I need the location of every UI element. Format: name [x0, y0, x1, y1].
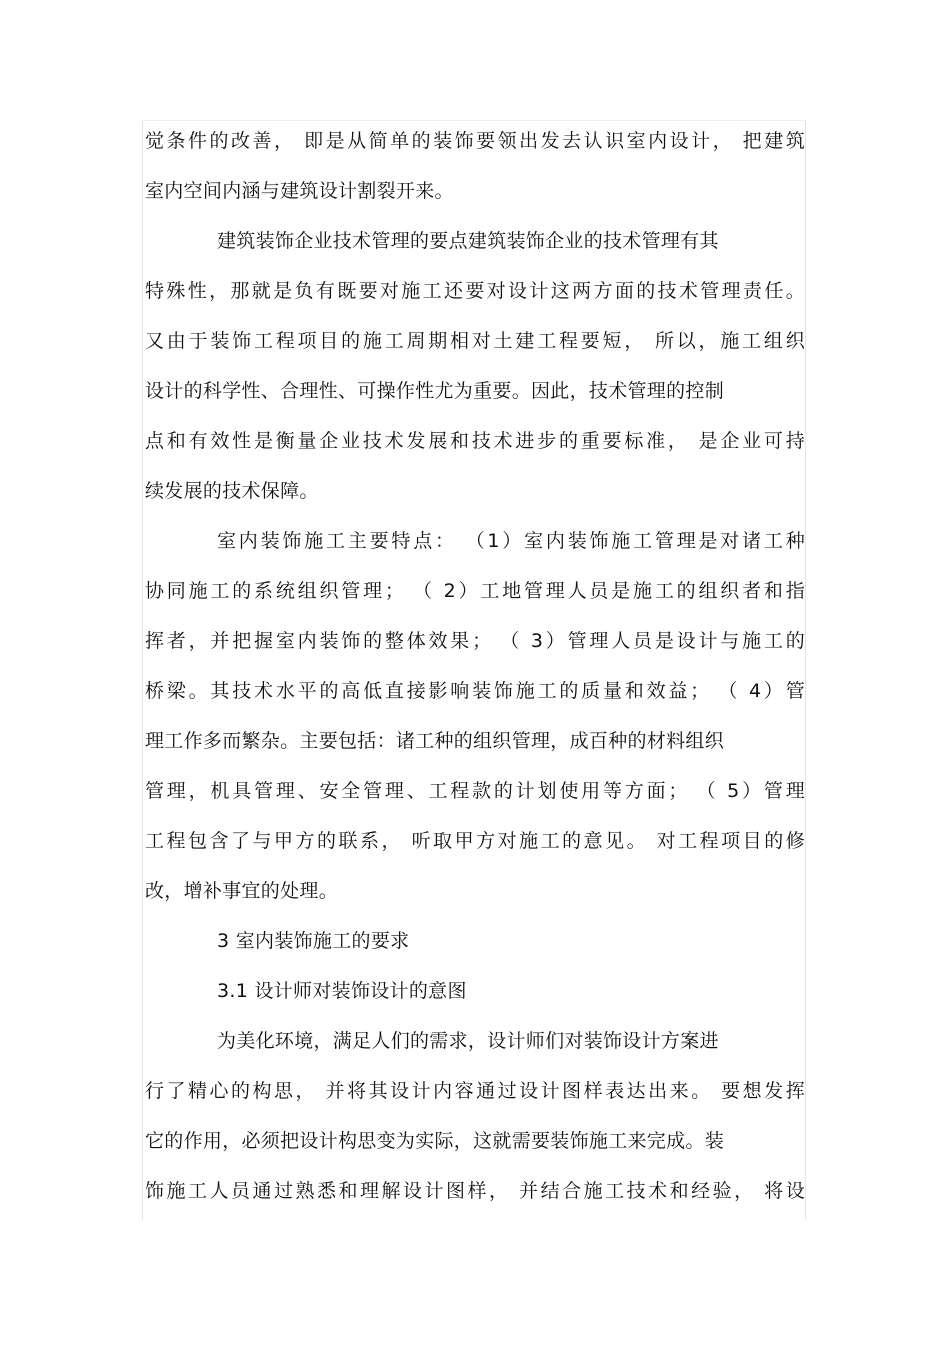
- text-line-1: 觉条件的改善， 即是从简单的装饰要领出发去认识室内设计， 把建筑: [145, 130, 805, 152]
- text-line-3: 建筑装饰企业技术管理的要点建筑装饰企业的技术管理有其: [217, 230, 719, 252]
- text-line-19: 为美化环境，满足人们的需求，设计师们对装饰设计方案进: [217, 1030, 719, 1052]
- text-line-21: 它的作用，必须把设计构思变为实际，这就需要装饰施工来完成。装: [145, 1130, 725, 1152]
- text-line-6: 设计的科学性、合理性、可操作性尤为重要。因此，技术管理的控制: [145, 380, 725, 402]
- section-heading-3-1: 3.1 设计师对装饰设计的意图: [217, 980, 467, 1002]
- text-line-14: 管理，机具管理、安全管理、工程款的计划使用等方面； （ 5）管理: [145, 780, 805, 802]
- text-line-5: 又由于装饰工程项目的施工周期相对土建工程要短， 所以，施工组织: [145, 330, 805, 352]
- text-line-15: 工程包含了与甲方的联系， 听取甲方对施工的意见。 对工程项目的修: [145, 830, 805, 852]
- text-line-8: 续发展的技术保障。: [145, 480, 319, 502]
- text-line-20: 行了精心的构思， 并将其设计内容通过设计图样表达出来。 要想发挥: [145, 1080, 805, 1102]
- text-line-16: 改，增补事宜的处理。: [145, 880, 339, 902]
- text-line-2: 室内空间内涵与建筑设计割裂开来。: [145, 180, 454, 202]
- text-line-7: 点和有效性是衡量企业技术发展和技术进步的重要标准， 是企业可持: [145, 430, 805, 452]
- text-line-9: 室内装饰施工主要特点： （1）室内装饰施工管理是对诸工种: [217, 530, 805, 552]
- text-line-10: 协同施工的系统组织管理； （ 2）工地管理人员是施工的组织者和指: [145, 580, 805, 602]
- text-line-12: 桥梁。其技术水平的高低直接影响装饰施工的质量和效益； （ 4）管: [145, 680, 805, 702]
- text-line-11: 挥者，并把握室内装饰的整体效果； （ 3）管理人员是设计与施工的: [145, 630, 805, 652]
- text-line-13: 理工作多而繁杂。主要包括：诸工种的组织管理，成百种的材料组织: [145, 730, 725, 752]
- section-heading-3: 3 室内装饰施工的要求: [217, 930, 410, 952]
- text-line-4: 特殊性，那就是负有既要对施工还要对设计这两方面的技术管理责任。: [145, 280, 805, 302]
- text-line-22: 饰施工人员通过熟悉和理解设计图样， 并结合施工技术和经验， 将设: [145, 1180, 805, 1202]
